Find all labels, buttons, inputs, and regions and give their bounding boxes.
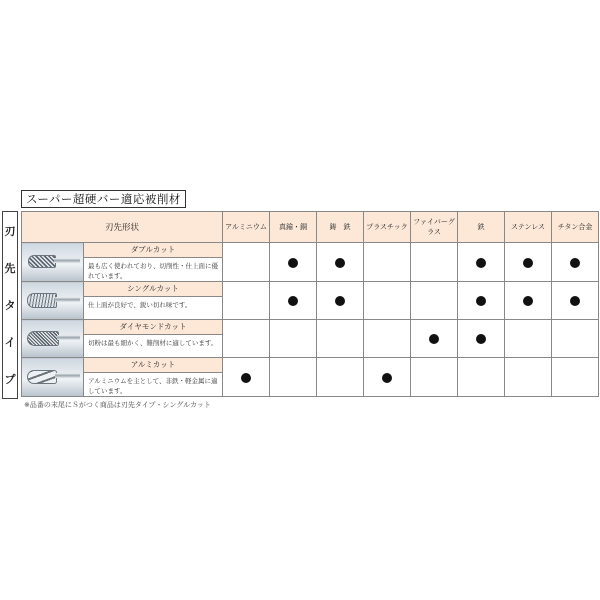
material-cell — [552, 282, 599, 320]
material-cell — [364, 282, 411, 320]
suitable-dot-icon — [476, 258, 486, 268]
suitable-dot-icon — [382, 373, 392, 383]
cut-type-description: 切粉は最も細かく、難削材に適しています。 — [88, 339, 218, 347]
material-cell — [317, 243, 364, 282]
material-cell — [411, 358, 458, 397]
burr-shank-icon — [55, 373, 80, 378]
header-shape: 刃先形状 — [22, 212, 223, 243]
row-description-cell — [84, 243, 223, 282]
material-cell — [411, 282, 458, 320]
header-material: ファイバーグラス — [411, 212, 458, 243]
material-cell — [317, 358, 364, 397]
material-cell — [505, 320, 552, 358]
suitable-dot-icon — [476, 296, 486, 306]
material-cell — [505, 358, 552, 397]
burr-head-icon — [28, 255, 56, 268]
suitable-dot-icon — [523, 258, 533, 268]
material-cell — [270, 282, 317, 320]
suitable-dot-icon — [476, 334, 486, 344]
burr-shank-icon — [57, 335, 80, 340]
double-cut-burr-image — [22, 243, 84, 282]
material-cell — [223, 243, 270, 282]
row-description-cell — [84, 282, 223, 320]
burr-shank-icon — [55, 297, 80, 302]
footnote: ※品番の末尾にＳがつく商品は刃先タイプ・シングルカット — [24, 401, 211, 409]
cut-type-description: 仕上面が良好で、鋭い切れ味です。 — [88, 301, 192, 309]
header-material: チタン合金 — [552, 212, 599, 243]
material-cell — [458, 243, 505, 282]
material-cell — [223, 320, 270, 358]
material-cell — [223, 358, 270, 397]
material-cell — [317, 320, 364, 358]
material-cell — [317, 282, 364, 320]
cut-type-name: アルミカット — [84, 358, 222, 373]
material-cell — [552, 243, 599, 282]
material-cell — [270, 243, 317, 282]
material-cell — [223, 282, 270, 320]
table-row — [22, 282, 599, 320]
suitable-dot-icon — [570, 258, 580, 268]
diamond-cut-burr-image — [22, 320, 84, 358]
header-row — [22, 212, 599, 243]
table-row — [22, 358, 599, 397]
burr-head-icon — [27, 370, 57, 384]
header-material: ステンレス — [505, 212, 552, 243]
suitable-dot-icon — [241, 373, 251, 383]
material-cell — [552, 320, 599, 358]
material-cell — [458, 282, 505, 320]
material-cell — [505, 243, 552, 282]
blade-type-side-label — [2, 211, 18, 399]
material-cell — [270, 358, 317, 397]
header-material: 鋳 鉄 — [317, 212, 364, 243]
material-cell — [505, 282, 552, 320]
suitable-dot-icon — [335, 258, 345, 268]
material-cell — [364, 358, 411, 397]
suitable-dot-icon — [429, 334, 439, 344]
suitable-dot-icon — [335, 296, 345, 306]
suitable-dot-icon — [288, 258, 298, 268]
material-cell — [411, 320, 458, 358]
material-cell — [552, 358, 599, 397]
single-cut-burr-image — [22, 282, 84, 320]
burr-head-icon — [27, 331, 59, 346]
side-label-char: プ — [4, 373, 16, 387]
header-material: プラスチック — [364, 212, 411, 243]
material-cell — [270, 320, 317, 358]
table-row — [22, 320, 599, 358]
suitable-dot-icon — [523, 296, 533, 306]
aluminum-cut-burr-image — [22, 358, 84, 397]
material-cell — [458, 320, 505, 358]
cut-type-description: アルミニウムを主として、非鉄・軽金属に適しています。 — [88, 377, 218, 395]
side-label-char: タ — [4, 298, 16, 312]
burr-shank-icon — [54, 258, 80, 263]
suitable-dot-icon — [570, 296, 580, 306]
material-cell — [411, 243, 458, 282]
header-material: アルミニウム — [223, 212, 270, 243]
cut-type-description: 最も広く使われており、切削性・仕上面に優れています。 — [88, 262, 218, 280]
burr-head-icon — [27, 293, 57, 308]
material-compatibility-table — [21, 211, 599, 397]
cut-type-name: シングルカット — [84, 282, 222, 297]
side-label-char: 先 — [4, 261, 16, 275]
suitable-dot-icon — [288, 296, 298, 306]
side-label-char: 刃 — [4, 224, 16, 238]
table-title: スーパー超硬バー適応被削材 — [21, 190, 186, 208]
table-row — [22, 243, 599, 282]
header-material: 真鍮・銅 — [270, 212, 317, 243]
cut-type-name: ダブルカット — [84, 243, 222, 258]
material-cell — [458, 358, 505, 397]
row-description-cell — [84, 320, 223, 358]
cut-type-name: ダイヤモンドカット — [84, 320, 222, 335]
side-label-char: イ — [4, 336, 16, 350]
material-cell — [364, 243, 411, 282]
header-material: 鉄 — [458, 212, 505, 243]
row-description-cell — [84, 358, 223, 397]
material-cell — [364, 320, 411, 358]
